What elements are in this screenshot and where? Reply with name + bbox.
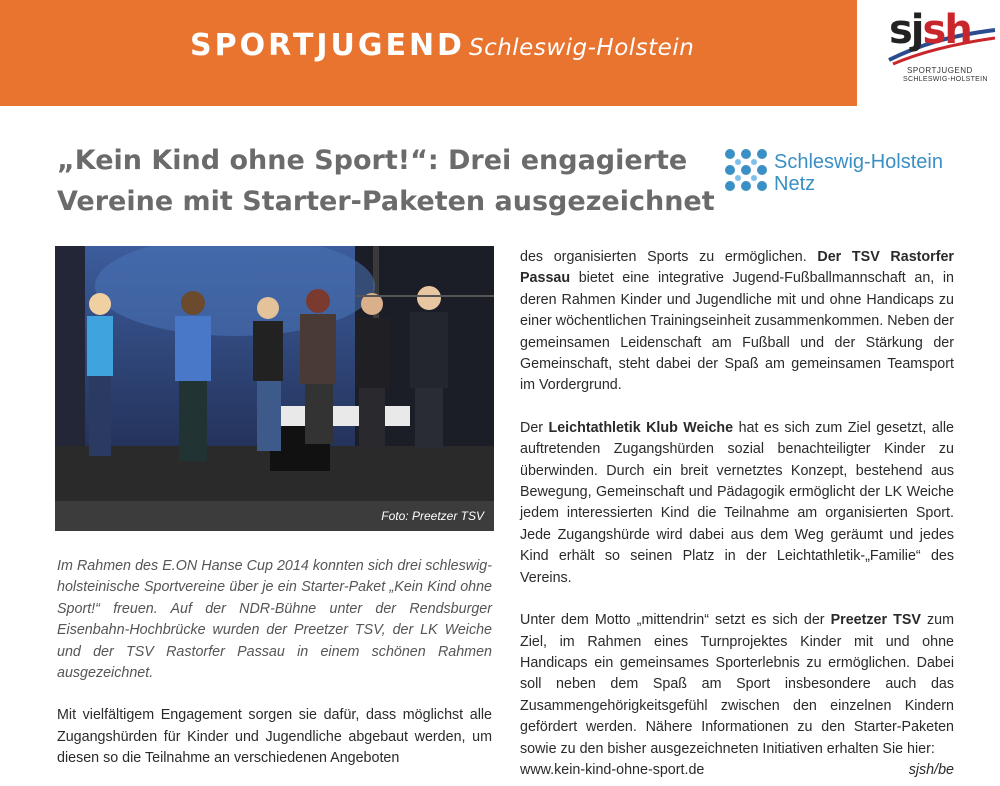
banner-title bbox=[190, 28, 694, 63]
sponsor-logo bbox=[724, 148, 943, 197]
sponsor-name-line1: Schleswig-Holstein bbox=[774, 151, 943, 173]
p3-text-a: Unter dem Motto „mittendrin“ setzt es sich der bbox=[520, 612, 825, 629]
article-paragraph-3 bbox=[520, 610, 954, 781]
banner-title-main: SPORTJUGEND bbox=[190, 28, 465, 63]
p2-club-name: Leichtathletik Klub Weiche bbox=[548, 419, 734, 436]
p2-text-a: Der bbox=[520, 419, 544, 436]
header-banner bbox=[0, 0, 857, 106]
stage-photo-illustration bbox=[55, 246, 494, 531]
logo-mark bbox=[889, 7, 971, 53]
article-headline: „Kein Kind ohne Sport!“: Drei engagierte Vereine mit Starter-Paketen ausgezeichnet bbox=[57, 145, 715, 217]
article-paragraph-1-start: Mit vielfältigem Engagement sorgen sie dafür, dass möglichst alle Zugangshürden für Kinder und Jugendliche abgebaut werden, um diesen so die Teilnahme an verschiedenen Angeboten bbox=[57, 707, 492, 767]
p2-text-b: hat es sich zum Ziel gesetzt, alle auftretenden Zugangshürden sozial benachteiligter Kinder zu überwinden. Durch ein breit vernetztes Konzept, bestehend aus Bewegung, Gemeinschaft und Pädagogik ermöglicht der LK Weiche jedem interessierten Kind die Teilnahme am organisierten Sport. Jede Zugangshürde wird dabei aus dem Weg geräumt und jedes Kind erhält so seinen Platz in der Leichtathletik-„Familie“ des Vereins. bbox=[520, 419, 954, 586]
sponsor-name-line2: Netz bbox=[774, 173, 816, 195]
article-intro: Im Rahmen des E.ON Hanse Cup 2014 konnten sich drei schleswig-holsteinische Sportvereine über je ein Starter-Paket „Kein Kind ohne Sport!“ freuen. Auf der NDR-Bühne unter der Rendsburger Eisenbahn-Hochbrücke wurden der Preetzer TSV, der LK Weiche und der TSV Rastorfer Passau in einem schönen Rahmen ausgezeichnet. bbox=[57, 558, 492, 682]
logo-mark-sj: sj bbox=[889, 7, 923, 53]
article-right-column bbox=[520, 247, 954, 781]
author-signature: sjsh/be bbox=[908, 761, 954, 778]
article-paragraph-2 bbox=[520, 418, 954, 589]
logo-mark-sh: sh bbox=[922, 7, 971, 53]
p3-club-name: Preetzer TSV bbox=[830, 612, 921, 629]
event-photo bbox=[55, 246, 494, 531]
article-left-column bbox=[57, 556, 492, 770]
article-paragraph-1-cont bbox=[520, 247, 954, 397]
logo-subline-2: SCHLESWIG-HOLSTEIN bbox=[903, 76, 988, 83]
sjsh-logo bbox=[859, 0, 1000, 106]
p1-text-b: bietet eine integrative Jugend-Fußballmannschaft an, in deren Rahmen Kinder und Jugendliche mit und ohne Handicaps zu einer wöchentlichen Trainingseinheit zusammenkommen. Neben der gemeinsamen Leidenschaft am Fußball und der Stärkung der Gemeinschaft, steht dabei der Spaß am gemeinsamen Teamsport im Vordergrund. bbox=[520, 270, 954, 394]
photo-credit: Foto: Preetzer TSV bbox=[381, 509, 484, 523]
logo-subline-1: SPORTJUGEND bbox=[907, 66, 973, 75]
p1-club-name: Der TSV Rastorfer Passau bbox=[520, 249, 954, 287]
p3-text-b: zum Ziel, im Rahmen eines Turnprojektes Kinder mit und ohne Handicaps ein gemeinsames Sporterlebnis zu ermöglichen. Dabei soll neben dem Spaß am Sport insbesondere auch das Zusammengehörigkeitsgefühl zwischen den einzelnen Kindern gefördert werden. Nähere Informationen zu den Starter-Paketen sowie zu den bisher ausgezeichneten Initiativen erhalten Sie hier: bbox=[520, 612, 954, 757]
p1-text-a: des organisierten Sports zu ermöglichen. bbox=[520, 249, 807, 265]
banner-title-sub: Schleswig-Holstein bbox=[468, 35, 695, 61]
article-url-link[interactable]: www.kein-kind-ohne-sport.de bbox=[520, 761, 705, 778]
sponsor-grid-icon bbox=[724, 148, 768, 192]
